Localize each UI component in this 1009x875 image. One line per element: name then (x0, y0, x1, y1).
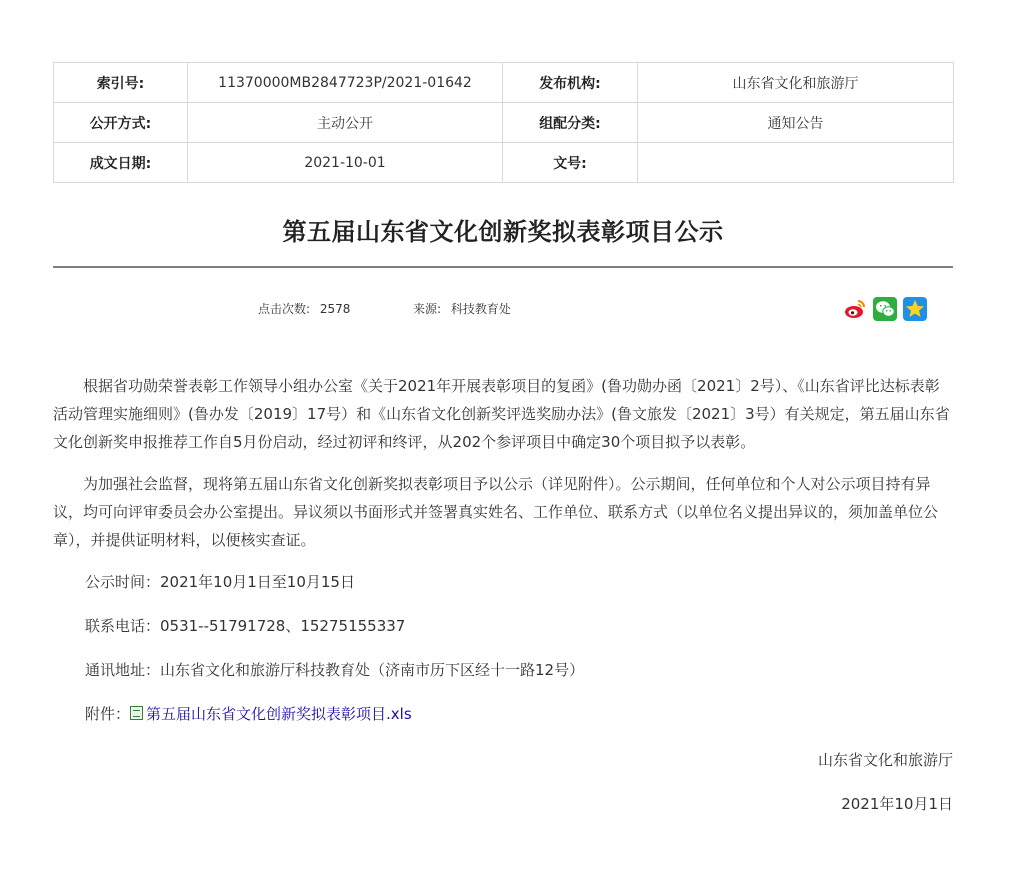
open-method-value: 主动公开 (188, 103, 503, 143)
doc-number-value (638, 143, 954, 183)
date-value: 2021-10-01 (188, 143, 503, 183)
share-bar (843, 297, 927, 321)
mailing-address: 通讯地址：山东省文化和旅游厅科技教育处（济南市历下区经十一路12号） (85, 661, 585, 679)
index-label: 索引号: (54, 63, 188, 103)
wechat-icon[interactable] (873, 297, 897, 321)
doc-number-label: 文号: (503, 143, 638, 183)
source-value: 科技教育处 (450, 302, 511, 316)
page-title: 第五届山东省文化创新奖拟表彰项目公示 (282, 218, 724, 246)
article-body (53, 372, 953, 832)
favorite-icon[interactable] (903, 297, 927, 321)
weibo-icon[interactable] (843, 297, 867, 321)
signature-date: 2021年10月1日 (841, 795, 953, 813)
signature-org: 山东省文化和旅游厅 (817, 751, 953, 769)
metadata-row (54, 63, 954, 103)
category-value: 通知公告 (638, 103, 954, 143)
open-method-label: 公开方式: (54, 103, 188, 143)
title-divider (53, 266, 953, 268)
date-label: 成文日期: (54, 143, 188, 183)
publicity-period: 公示时间：2021年10月1日至10月15日 (85, 573, 355, 591)
paragraph: 根据省功勋荣誉表彰工作领导小组办公室《关于2021年开展表彰项目的复函》(鲁功勋办函〔2021〕2号）、《山东省评比达标表彰活动管理实施细则》(鲁办发〔2019〕17号）和《山东省文化创新奖评选奖励办法》(鲁文旅发〔2021〕3号）有关规定，第五届山东省文化创新奖申报推荐工作自5月份启动，经过初评和终评，从202个参评项目中确定30个项目拟予以表彰。 (53, 377, 950, 451)
excel-file-icon (130, 706, 143, 720)
metadata-table (53, 62, 954, 183)
metadata-row (54, 103, 954, 143)
publisher-value: 山东省文化和旅游厅 (638, 63, 954, 103)
source-info (413, 300, 511, 317)
category-label: 组配分类: (503, 103, 638, 143)
publisher-label: 发布机构: (503, 63, 638, 103)
attachment-label: 附件： (85, 705, 131, 723)
source-label: 来源: (413, 302, 442, 316)
index-value: 11370000MB2847723P/2021-01642 (188, 63, 503, 103)
attachment-link[interactable]: 第五届山东省文化创新奖拟表彰项目.xls (146, 705, 412, 723)
attachment-line (53, 700, 953, 728)
paragraph: 为加强社会监督，现将第五届山东省文化创新奖拟表彰项目予以公示（详见附件）。公示期间，任何单位和个人对公示项目持有异议，均可向评审委员会办公室提出。异议须以书面形式并签署真实姓名、工作单位、联系方式（以单位名义提出异议的，须加盖单位公章），并提供证明材料，以便核实查证。 (53, 475, 939, 549)
metadata-row (54, 143, 954, 183)
click-count (258, 300, 350, 317)
contact-phone: 联系电话：0531--51791728、15275155337 (85, 617, 406, 635)
click-count-label: 点击次数: (258, 302, 311, 316)
click-count-value: 2578 (319, 302, 351, 316)
